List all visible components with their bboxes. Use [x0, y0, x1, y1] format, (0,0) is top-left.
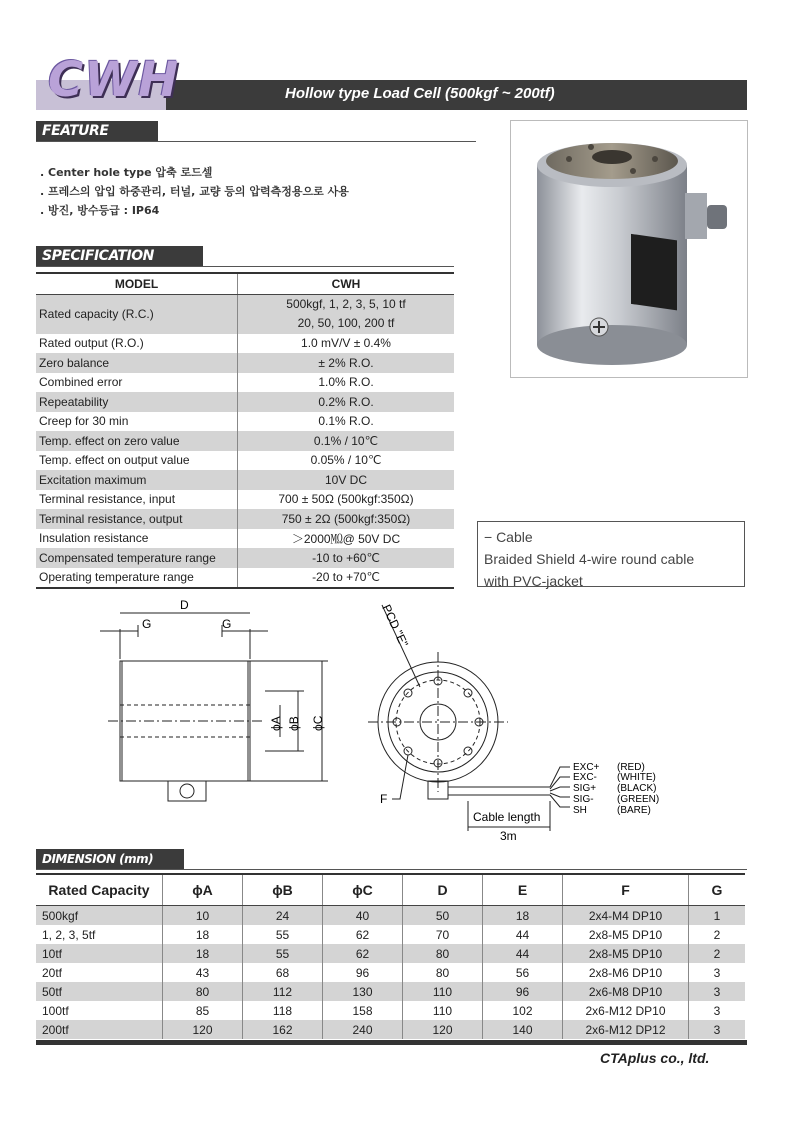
dim-value-cell: 85: [163, 1001, 243, 1020]
dim-col-header: E: [483, 874, 563, 906]
dim-value-cell: 56: [483, 963, 563, 982]
table-row: [36, 1001, 745, 1020]
dim-label-phi-b: ϕB: [287, 716, 301, 731]
table-row: [36, 490, 454, 510]
table-row: [36, 982, 745, 1001]
dim-label-g-left: G: [142, 617, 152, 631]
spec-value: -20 to +70℃: [238, 568, 455, 589]
screw-hole: [588, 144, 594, 150]
dim-capacity-cell: 10tf: [36, 944, 163, 963]
dim-col-header: F: [563, 874, 689, 906]
dim-value-cell: 110: [403, 982, 483, 1001]
spec-label: Insulation resistance: [39, 531, 149, 546]
dim-value-cell: 3: [689, 1020, 746, 1039]
dim-value-cell: 96: [483, 982, 563, 1001]
dim-value-cell: 24: [243, 906, 323, 926]
spec-value-line1: 500kgf, 1, 2, 3, 5, 10 tf: [286, 297, 406, 311]
cable-desc-line1: Braided Shield 4-wire round cable: [484, 551, 695, 567]
dim-value-cell: 55: [243, 925, 323, 944]
dim-col-header: D: [403, 874, 483, 906]
dim-label-pcd: PCD "E": [379, 602, 412, 650]
dim-value-cell: 44: [483, 925, 563, 944]
dim-label-d: D: [180, 598, 189, 612]
dim-value-cell: 158: [323, 1001, 403, 1020]
spec-value: 0.2% R.O.: [238, 392, 455, 412]
dim-value-cell: 18: [163, 944, 243, 963]
spec-value: -10 to +60℃: [238, 548, 455, 568]
table-row: [36, 548, 454, 568]
dim-value-cell: 80: [403, 963, 483, 982]
dim-value-cell: 2x8-M5 DP10: [563, 944, 689, 963]
wire-color: (GREEN): [617, 794, 660, 805]
technical-drawing: [90, 595, 690, 845]
spec-value: [238, 294, 455, 334]
footer-rule: [36, 1040, 747, 1045]
spec-value: ± 2% R.O.: [238, 353, 455, 373]
dim-value-cell: 2: [689, 925, 746, 944]
dim-value-cell: 3: [689, 963, 746, 982]
page-title: Hollow type Load Cell (500kgf ~ 200tf): [285, 85, 555, 102]
spec-value-line2: 20, 50, 100, 200 tf: [297, 316, 395, 330]
spec-value: 0.05% / 10℃: [238, 451, 455, 471]
dim-value-cell: 55: [243, 944, 323, 963]
table-row: [36, 529, 454, 549]
product-logo: CWH: [48, 52, 180, 108]
dim-value-cell: 120: [163, 1020, 243, 1039]
label-plate: [631, 234, 677, 310]
spec-label: Temp. effect on zero value: [36, 431, 238, 451]
dim-value-cell: 40: [323, 906, 403, 926]
dim-value-cell: 2x8-M5 DP10: [563, 925, 689, 944]
table-row: [36, 353, 454, 373]
dim-value-cell: 2x8-M6 DP10: [563, 963, 689, 982]
dim-capacity-cell: 500kgf: [36, 906, 163, 926]
feature-heading: FEATURE: [36, 121, 158, 141]
table-row: [36, 294, 454, 334]
dim-col-header: ϕA: [163, 874, 243, 906]
screw-hole: [566, 156, 572, 162]
dim-label-phi-c: ϕC: [311, 715, 325, 731]
wire-signal: EXC-: [573, 772, 597, 783]
dim-value-cell: 120: [403, 1020, 483, 1039]
dim-col-header: ϕC: [323, 874, 403, 906]
dim-capacity-cell: 50tf: [36, 982, 163, 1001]
product-photo: [510, 120, 748, 378]
spec-value: 750 ± 2Ω (500kgf:350Ω): [238, 509, 455, 529]
dim-value-cell: 10: [163, 906, 243, 926]
spec-label: Terminal resistance, input: [39, 492, 176, 507]
dim-value-cell: 3: [689, 982, 746, 1001]
dim-capacity-cell: 1, 2, 3, 5tf: [42, 927, 96, 942]
specification-table: [36, 272, 454, 589]
spec-label: Operating temperature range: [36, 568, 238, 589]
table-row: [36, 392, 454, 412]
feature-rule: [36, 141, 476, 142]
spec-value: 10V DC: [238, 470, 455, 490]
wire-signal: SIG-: [573, 794, 594, 805]
dim-label-g-right: G: [222, 617, 232, 631]
dim-capacity-cell: 20tf: [42, 965, 63, 980]
load-cell-illustration: [511, 121, 747, 377]
dim-value-cell: 2x6-M12 DP10: [563, 1001, 689, 1020]
feature-item: . 방진, 방수등급 : IP64: [40, 204, 160, 217]
wire-color: (BARE): [617, 805, 651, 816]
wire-color: (BLACK): [617, 783, 657, 794]
dim-value-cell: 3: [689, 1001, 746, 1020]
dim-value-cell: 2x6-M12 DP12: [563, 1020, 689, 1039]
table-row: [36, 451, 454, 471]
spec-label: Terminal resistance, output: [36, 509, 238, 529]
dimension-heading: DIMENSION (mm): [36, 849, 184, 869]
dim-value-cell: 80: [163, 982, 243, 1001]
table-row: [36, 906, 745, 926]
dimension-rule: [36, 869, 747, 870]
center-hole: [592, 150, 632, 164]
dim-value-cell: 68: [243, 963, 323, 982]
cable-info-box: [477, 521, 745, 587]
screw-hole: [630, 168, 636, 174]
dim-value-cell: 2x4-M4 DP10: [563, 906, 689, 926]
dim-value-cell: 50: [403, 906, 483, 926]
spec-label: Compensated temperature range: [36, 548, 238, 568]
wire-signal: SIG+: [573, 783, 597, 794]
spec-col-model: MODEL: [36, 273, 238, 294]
dim-value-cell: 102: [483, 1001, 563, 1020]
dim-value-cell: 70: [403, 925, 483, 944]
table-row: [36, 509, 454, 529]
dim-value-cell: 18: [163, 925, 243, 944]
company-name: CTAplus co., ltd.: [600, 1050, 710, 1066]
spec-label: Combined error: [39, 375, 123, 390]
dim-value-cell: 2: [689, 944, 746, 963]
dim-col-header: Rated Capacity: [36, 874, 163, 906]
dim-value-cell: 130: [323, 982, 403, 1001]
spec-value: 1.0 mV/V ± 0.4%: [238, 334, 455, 354]
feature-item: . 프레스의 압입 하중관리, 터널, 교량 등의 압력측정용으로 사용: [40, 185, 349, 198]
table-row: [36, 373, 454, 393]
dim-value-cell: 18: [483, 906, 563, 926]
table-row: [36, 470, 454, 490]
cable-title: − Cable: [484, 529, 533, 545]
spec-value: 0.1% / 10℃: [238, 431, 455, 451]
dimension-header-row: [36, 874, 745, 906]
connector: [707, 205, 727, 229]
spec-label: Temp. effect on output value: [39, 453, 190, 468]
dim-label-phi-a: ϕA: [269, 716, 283, 731]
table-row: [36, 412, 454, 432]
dim-value-cell: 62: [323, 944, 403, 963]
dim-capacity-cell: 200tf: [36, 1020, 163, 1039]
spec-label: Repeatability: [36, 392, 238, 412]
spec-label: Rated capacity (R.C.): [36, 294, 238, 334]
dim-value-cell: 112: [243, 982, 323, 1001]
dim-value-cell: 43: [163, 963, 243, 982]
dim-value-cell: 240: [323, 1020, 403, 1039]
table-row: [36, 925, 745, 944]
dim-col-header: ϕB: [243, 874, 323, 906]
cable-length-label: Cable length: [473, 810, 541, 824]
wire-signal: SH: [573, 805, 587, 816]
screw-hole: [652, 156, 658, 162]
dim-value-cell: 110: [403, 1001, 483, 1020]
connector-block: [685, 193, 707, 239]
wire-color: (WHITE): [617, 772, 656, 783]
table-row: [36, 963, 745, 982]
spec-value: 700 ± 50Ω (500kgf:350Ω): [238, 490, 455, 510]
dimension-table: [36, 873, 745, 1039]
cell-bottom: [537, 325, 687, 365]
dim-label-f: F: [380, 792, 388, 806]
dim-value-cell: 2x6-M8 DP10: [563, 982, 689, 1001]
wire-signal: EXC+: [573, 762, 600, 773]
dim-value-cell: 162: [243, 1020, 323, 1039]
spec-value: 0.1% R.O.: [238, 412, 455, 432]
specification-heading: SPECIFICATION: [36, 246, 203, 266]
cable-desc-line2: with PVC-jacket: [484, 573, 583, 589]
feature-item: . Center hole type 압축 로드셀: [40, 166, 213, 179]
dimension-table-body: [36, 906, 745, 1040]
table-row: [36, 944, 745, 963]
table-row: [36, 568, 454, 589]
cable-length-value: 3m: [500, 829, 517, 843]
dim-value-cell: 62: [323, 925, 403, 944]
spec-value: ＞2000㏁@ 50V DC: [238, 529, 455, 549]
table-row: [36, 1020, 745, 1039]
spec-label: Excitation maximum: [36, 470, 238, 490]
dim-value-cell: 1: [689, 906, 746, 926]
spec-label: Zero balance: [36, 353, 238, 373]
specification-rule: [36, 266, 454, 267]
spec-value: 1.0% R.O.: [238, 373, 455, 393]
spec-label: Creep for 30 min: [39, 414, 129, 429]
dim-capacity-cell: 100tf: [42, 1003, 69, 1018]
wire-color: (RED): [617, 762, 645, 773]
dim-value-cell: 140: [483, 1020, 563, 1039]
dim-value-cell: 44: [483, 944, 563, 963]
spec-header-row: [36, 273, 454, 294]
dim-value-cell: 80: [403, 944, 483, 963]
dim-value-cell: 118: [243, 1001, 323, 1020]
dim-col-header: G: [689, 874, 746, 906]
spec-label: Rated output (R.O.): [39, 336, 144, 351]
table-row: [36, 431, 454, 451]
table-row: [36, 334, 454, 354]
spec-col-value: CWH: [238, 273, 455, 294]
dim-value-cell: 96: [323, 963, 403, 982]
